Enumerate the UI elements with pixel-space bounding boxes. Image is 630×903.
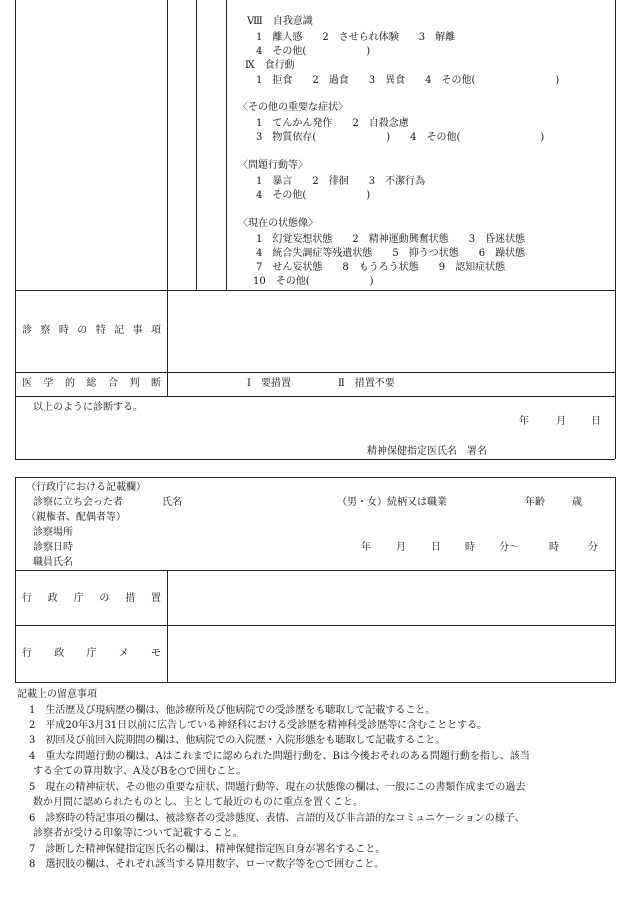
symptom-cat8-options-1: 1 離人感 2 させられ体験 3 解離	[256, 32, 456, 43]
judgment-option-required: Ⅰ 要措置	[247, 378, 291, 389]
exam-notes-label: 診 察 時 の 特 記 事 項	[22, 325, 161, 336]
other-symptoms-header: 〈その他の重要な症状〉	[238, 102, 348, 113]
admin-row-divider-1	[15, 570, 616, 571]
note-item: 6 診察時の特記事項の欄は、被診察者の受診態度、表情、言語的及び非言語的なコミュニケーションの様子、	[29, 813, 525, 824]
note-item-continuation: 診察者が受ける印象等について記載すること。	[33, 828, 243, 839]
row-divider-symptoms	[15, 290, 615, 291]
row-divider-notes	[15, 372, 615, 373]
problem-behavior-options-2: 4 その他( )	[256, 190, 371, 201]
symptom-cat8-header: Ⅷ 自我意識	[247, 16, 313, 27]
admin-label-divider	[167, 570, 168, 683]
datetime-day: 日	[431, 542, 441, 553]
attendant-label: 診察に立ち会った者	[33, 497, 123, 508]
gender-relation-label: （男・女）続柄又は職業	[337, 497, 447, 508]
date-day-label: 日	[591, 416, 601, 427]
judgment-option-not-required: Ⅱ 措置不要	[338, 378, 395, 389]
exam-datetime-label: 診察日時	[33, 542, 73, 553]
other-symptoms-options-2: 3 物質依存( ) 4 その他( )	[256, 132, 545, 143]
inner-column-divider-2	[196, 0, 197, 290]
current-state-options-3: 7 せん妄状態 8 もうろう状態 9 認知症状態	[256, 262, 506, 273]
frame-left-border	[15, 0, 16, 459]
inner-column-divider-3	[226, 0, 227, 290]
current-state-options-4: 10 その他( )	[253, 276, 374, 287]
date-year-label: 年	[519, 416, 529, 427]
label-column-divider-notes	[167, 290, 168, 372]
admin-measures-label: 行 政 庁 の 措 置	[22, 593, 161, 604]
symptom-cat9-header: Ⅸ 食行動	[245, 60, 295, 71]
attendant-name-label: 氏名	[162, 497, 182, 508]
exam-place-label: 診察場所	[33, 527, 73, 538]
age-unit-label: 歳	[572, 497, 582, 508]
guardian-label: （親権者、配偶者等）	[26, 512, 126, 523]
doctor-signature-label: 精神保健指定医氏名 署名	[367, 446, 487, 457]
current-state-options-1: 1 幻覚妄想状態 2 精神運動興奮状態 3 昏迷状態	[256, 234, 526, 245]
diagnosis-statement: 以上のように診断する。	[33, 402, 143, 413]
symptom-cat9-options: 1 拒食 2 過食 3 異食 4 その他( )	[256, 75, 560, 86]
problem-behavior-header: 〈問題行動等〉	[238, 160, 308, 171]
note-item: 3 初回及び前回入院期間の欄は、他病院での入院歴・入院形態をも聴取して記載すること。	[29, 735, 446, 746]
medical-judgment-label: 医 学 的 総 合 判 断	[22, 378, 161, 389]
note-item-continuation: 数か月間に認められたものとし、主として最近のものに重点を置くこと。	[33, 797, 363, 808]
label-column-divider-judgment	[167, 372, 168, 396]
admin-section-header: （行政庁における記載欄）	[26, 482, 146, 493]
datetime-minute-to: 分	[588, 542, 598, 553]
admin-row-divider-2	[15, 625, 616, 626]
frame-right-border	[615, 0, 616, 459]
note-item-continuation: する全ての算用数字、A及びBを○で囲むこと。	[33, 766, 247, 777]
problem-behavior-options-1: 1 暴言 2 徘徊 3 不潔行為	[256, 176, 426, 187]
note-item: 8 選択肢の欄は、それぞれ該当する算用数字、ローマ数字等を○で囲むこと。	[29, 859, 385, 870]
note-item: 2 平成20年3月31日以前に広告している神経科における受診歴を精神科受診歴等に含むこととする。	[29, 720, 488, 731]
current-state-header: 〈現在の状態像〉	[238, 218, 318, 229]
note-item: 5 現在の精神症状、その他の重要な症状、問題行動等、現在の状態像の欄は、一般にこの書類作成までの過去	[29, 782, 526, 793]
row-divider-judgment	[15, 396, 615, 397]
datetime-minute-from: 分～	[499, 542, 519, 553]
symptom-cat8-options-2: 4 その他( )	[256, 46, 371, 57]
other-symptoms-options-1: 1 てんかん発作 2 自殺念慮	[256, 118, 409, 129]
staff-name-label: 職員氏名	[33, 557, 73, 568]
current-state-options-2: 4 統合失調症等残遺状態 5 抑うつ状態 6 躁状態	[256, 248, 526, 259]
frame-bottom-border	[15, 459, 615, 460]
notes-title: 記載上の留意事項	[17, 689, 97, 700]
age-label: 年齢	[525, 497, 545, 508]
datetime-hour: 時	[465, 542, 475, 553]
note-item: 4 重大な問題行動の欄は、Aはこれまでに認められた問題行動を、Bは今後おそれのある問題行動を指し、該当	[29, 751, 530, 762]
datetime-month: 月	[396, 542, 406, 553]
note-item: 7 診断した精神保健指定医氏名の欄は、精神保健指定医自身が署名すること。	[29, 844, 386, 855]
datetime-year: 年	[361, 542, 371, 553]
admin-memo-label: 行 政 庁 メ モ	[22, 648, 161, 659]
date-month-label: 月	[556, 416, 566, 427]
datetime-hour-to: 時	[549, 542, 559, 553]
note-item: 1 生活歴及び現病歴の欄は、他診療所及び他病院での受診歴をも聴取して記載すること。	[29, 705, 436, 716]
inner-column-divider-1	[167, 0, 168, 290]
